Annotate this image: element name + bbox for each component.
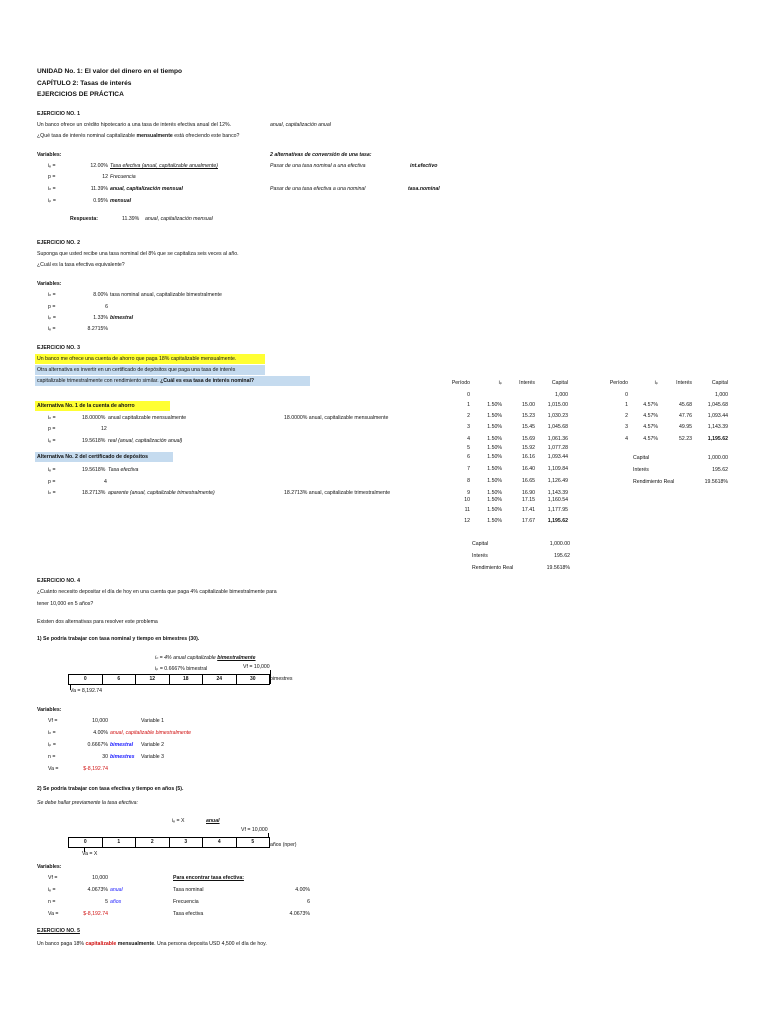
table-cell: 3: [625, 424, 628, 430]
ex3-alt2-note: Tasa efectiva: [108, 467, 139, 473]
ex3-alt1-note: anual capitalizable mensualmente: [108, 415, 187, 421]
table-cell: 1.50%: [487, 478, 502, 484]
ex2-row-value: 8.00%: [93, 292, 108, 298]
ex4-opt1-in: iₙ = 4% anual capitalizable bimestralmente: [155, 655, 256, 661]
table-cell: 1.50%: [487, 490, 502, 496]
ex1-row-value: 11.39%: [90, 186, 108, 192]
table-cell: 10: [464, 497, 470, 503]
summary-value: 19.5618%: [546, 565, 570, 571]
ex2-line1: Suponga que usted recibe una tasa nominal del 8% que se capitaliza seis veces al año.: [37, 251, 239, 257]
timeline-tick: 3: [170, 838, 204, 847]
ex4-var-label: n =: [48, 754, 56, 760]
timeline-tick: 24: [203, 675, 237, 684]
ex2-row-label: iₙ =: [48, 292, 56, 298]
ex4-var-value: 0.6667%: [87, 742, 108, 748]
timeline-tick: 5: [251, 839, 255, 845]
summary-value: 195.62: [554, 553, 570, 559]
table-cell: 1,045.68: [547, 424, 568, 430]
ex4-var2-value: 4.0673%: [87, 887, 108, 893]
ex4-opt1-va: Va = 8,192.74: [70, 688, 103, 694]
ex1-line1: Un banco ofrece un crédito hipotecario a una tasa de interés efectiva anual del 12%.: [37, 122, 232, 128]
timeline-tick: 2: [136, 838, 170, 847]
table-cell: 1,045.68: [707, 402, 728, 408]
table-cell: 4: [467, 436, 470, 442]
table-cell: 49.95: [679, 424, 692, 430]
timeline-tick: 4: [203, 838, 237, 847]
ex3-alt2-value: 18.2713%: [82, 490, 106, 496]
ex4-var-note: Variable 2: [141, 742, 164, 748]
ex3-alt2-label: iₑ =: [48, 467, 56, 473]
table-cell: 3: [467, 424, 470, 430]
table-cell: 9: [467, 490, 470, 496]
ex4-var-label: Vf =: [48, 718, 58, 724]
table-cell: 1.50%: [487, 445, 502, 451]
ex4-var-note: Variable 3: [141, 754, 164, 760]
ex4-vars1-label: Variables:: [37, 707, 62, 713]
ex2-row-label: iₑ =: [48, 326, 56, 332]
ex2-vars-label: Variables:: [37, 281, 62, 287]
table-cell: 15.00: [522, 402, 535, 408]
timeline-tick: 30: [249, 676, 256, 682]
ex1-row-value: 0.95%: [93, 198, 108, 204]
ex4-eff-value: 4.0673%: [289, 911, 310, 917]
table-cell: 4.57%: [643, 402, 658, 408]
ex3-alt2-label: p =: [48, 479, 56, 485]
table-cell: 1,109.84: [547, 466, 568, 472]
timeline-tick: 0: [69, 675, 103, 684]
ex4-opt2-sub: Se debe hallar previamente la tasa efectiva:: [37, 800, 138, 806]
ex2-row-note: tasa nominal anual, capitalizable bimestralmente: [110, 292, 222, 298]
ex2-row-value: 1.33%: [93, 315, 108, 321]
ex1-title: EJERCICIO NO. 1: [37, 111, 80, 117]
table-cell: 1.50%: [487, 424, 502, 430]
ex1-row-note: anual, capitalización mensual: [110, 186, 183, 192]
table-cell: 11: [464, 507, 470, 513]
ex4-vars2-label: Variables:: [37, 864, 62, 870]
ex1-conv-fn: tasa.nominal: [408, 186, 440, 192]
ex1-row-label: iₚ =: [48, 198, 56, 204]
ex4-var-note: Variable 1: [141, 718, 164, 724]
ex5-line: Un banco paga 18% capitalizable mensualmente. Una persona deposita USD 4,500 el día de hoy.: [37, 941, 267, 947]
table-header: iₚ: [498, 380, 502, 386]
table-cell: 15.23: [522, 413, 535, 419]
ex4-var2-value: 5: [105, 899, 108, 905]
table-cell: 1,000: [715, 392, 728, 398]
ex4-title: EJERCICIO NO. 4: [37, 578, 80, 584]
table-cell: 16.90: [522, 490, 535, 496]
table-cell: 1.50%: [487, 402, 502, 408]
ex1-row-value: 12.00%: [90, 163, 108, 169]
section-title: EJERCICIOS DE PRÁCTICA: [37, 91, 124, 98]
table-cell: 16.65: [522, 478, 535, 484]
summary-value: 195.62: [712, 467, 728, 473]
table-cell: 1.50%: [487, 413, 502, 419]
ex3-alt1-label: iₙ =: [48, 415, 56, 421]
ex3-title: EJERCICIO NO. 3: [37, 345, 80, 351]
ex4-timeline1-unit: bimestres: [270, 676, 293, 682]
ex1-row-value: 12: [102, 174, 108, 180]
ex4-var2-unit: años: [110, 899, 122, 905]
summary-label: Interés: [633, 467, 649, 473]
ex4-opt1-ip: iₚ = 0.6667% bimestral: [155, 666, 208, 672]
table-cell: 1.50%: [487, 436, 502, 442]
ex4-eff-title: Para encontrar tasa efectiva:: [173, 875, 244, 881]
summary-label: Rendimiento Real: [472, 565, 514, 571]
summary-value: 1,000.00: [707, 455, 728, 461]
table-cell: 1.50%: [487, 497, 502, 503]
ex1-row-note: Frecuencia: [110, 174, 136, 180]
ex1-line2: ¿Qué tasa de interés nominal capitalizable mensualmente está ofreciendo este banco?: [37, 133, 240, 139]
table-cell: 1.50%: [487, 507, 502, 513]
table-cell: 12: [464, 518, 470, 524]
ex1-row-note: Tasa efectiva (anual, capitalizable anualmente): [110, 163, 218, 169]
ex4-opt1-vf: Vf = 10,000: [243, 664, 270, 670]
ex2-row-value: 6: [105, 304, 108, 310]
table-cell: 2: [467, 413, 470, 419]
table-cell: 17.67: [522, 518, 535, 524]
ex4-line1: ¿Cuánto necesito depositar el día de hoy en una cuenta que paga 4% capitalizable bimestralmente para: [37, 589, 277, 595]
ex4-timeline2-unit: años (nper): [270, 842, 297, 848]
table-header: Capital: [551, 380, 568, 386]
ex4-var-value: 4.00%: [93, 730, 108, 736]
summary-label: Rendimiento Real: [633, 479, 675, 485]
table-cell: 4.57%: [643, 413, 658, 419]
timeline-tick: 1: [103, 838, 137, 847]
ex1-answer-label: Respuesta:: [70, 216, 98, 222]
ex1-answer-value: 11.39%: [122, 216, 140, 222]
ex4-line3: Existen dos alternativas para resolver este problema: [37, 619, 158, 625]
ex1-conv-title: 2 alternativas de conversión de una tasa:: [270, 152, 372, 158]
table-cell: 47.76: [679, 413, 692, 419]
table-cell: 1,160.54: [547, 497, 568, 503]
ex3-alt1-title: Alternativa No. 1 de la cuenta de ahorro: [37, 403, 135, 409]
ex3-alt1-value: 18.0000%: [82, 415, 106, 421]
ex4-var-label: Va =: [48, 766, 59, 772]
ex4-var2-unit: anual: [110, 887, 123, 893]
table-cell: 45.68: [679, 402, 692, 408]
table-cell: 1.50%: [487, 466, 502, 472]
ex4-var2-label: n =: [48, 899, 56, 905]
table-cell: 1,061.36: [547, 436, 568, 442]
summary-label: Interés: [472, 553, 488, 559]
table-cell: 5: [467, 445, 470, 451]
table-header: Período: [451, 380, 470, 386]
table-cell: 6: [467, 454, 470, 460]
ex4-timeline-years: [68, 837, 270, 848]
summary-value: 19.5618%: [704, 479, 728, 485]
table-cell: 0: [467, 392, 470, 398]
summary-label: Capital: [472, 541, 489, 547]
ex1-line1-note: anual, capitalización anual: [270, 122, 331, 128]
ex2-title: EJERCICIO NO. 2: [37, 240, 80, 246]
ex4-eff-label: Frecuencia: [173, 899, 199, 905]
ex1-conv-text: Pasar de una tasa nominal a una efectiva: [270, 163, 366, 169]
table-cell: 16.40: [522, 466, 535, 472]
table-cell: 4: [625, 436, 628, 442]
ex4-var-value: 30: [102, 754, 108, 760]
ex4-var-unit: anual, capitalizable bimestralmente: [110, 730, 192, 736]
ex1-vars-label: Variables:: [37, 152, 62, 158]
timeline-tick: 18: [170, 675, 204, 684]
ex4-var2-value: $-8,192.74: [83, 911, 108, 917]
ex4-var-label: iₚ =: [48, 742, 56, 748]
ex3-alt2-value: 19.5618%: [82, 467, 106, 473]
table-cell: 1,077.28: [547, 445, 568, 451]
table-cell: 1,015.00: [547, 402, 568, 408]
ex1-answer-note: anual, capitalización mensual: [145, 216, 213, 222]
ex4-var-unit: bimestral: [110, 742, 134, 748]
unit-title: UNIDAD No. 1: El valor del dinero en el tiempo: [37, 68, 183, 75]
table-cell: 1: [467, 402, 470, 408]
table-header: Período: [609, 380, 628, 386]
timeline-tick: 12: [136, 675, 170, 684]
ex2-row-note: bimestral: [110, 315, 134, 321]
ex4-var2-value: 10,000: [92, 875, 108, 881]
ex3-alt1-note: real (anual, capitalización anual): [108, 438, 183, 444]
ex2-line2: ¿Cuál es la tasa efectiva equivalente?: [37, 262, 125, 268]
ex5-title: EJERCICIO NO. 5: [37, 928, 80, 934]
ex4-opt2-ie-unit: anual: [206, 818, 220, 824]
table-cell: 1,195.62: [707, 436, 728, 442]
ex4-line2: tener 10,000 en 5 años?: [37, 601, 94, 607]
ex3-alt1-value: 19.5618%: [82, 438, 106, 444]
table-cell: 1: [625, 402, 628, 408]
table-cell: 8: [467, 478, 470, 484]
ex3-alt1-label: iₑ =: [48, 438, 56, 444]
table-cell: 15.69: [522, 436, 535, 442]
table-cell: 1,143.39: [707, 424, 728, 430]
ex4-var2-label: iₑ =: [48, 887, 56, 893]
ex3-alt2-label: iₙ =: [48, 490, 56, 496]
table-cell: 15.45: [522, 424, 535, 430]
timeline-tick: 6: [103, 675, 137, 684]
ex4-opt1-title: 1) Se podría trabajar con tasa nominal y tiempo en bimestres (30).: [37, 636, 200, 642]
ex3-alt2-note: aparente (anual, capitalizable trimestralmente): [108, 490, 215, 496]
ex4-timeline-bimestres: [68, 674, 270, 685]
ex2-row-value: 8.2715%: [87, 326, 108, 332]
summary-value: 1,000.00: [549, 541, 570, 547]
ex3-line3: capitalizable trimestralmente con rendimiento similar. ¿Cuál es esa tasa de interés nominal?: [37, 378, 255, 384]
summary-label: Capital: [633, 455, 650, 461]
table-cell: 1,000: [555, 392, 568, 398]
ex1-row-note: mensual: [110, 198, 132, 204]
ex4-var-value: $-8,192.74: [83, 766, 108, 772]
ex2-row-label: p =: [48, 304, 56, 310]
table-cell: 17.41: [522, 507, 535, 513]
table-cell: 4.57%: [643, 424, 658, 430]
timeline-tick: 0: [69, 838, 103, 847]
ex4-eff-label: Tasa nominal: [173, 887, 204, 893]
ex4-eff-value: 6: [307, 899, 310, 905]
ex4-var-value: 10,000: [92, 718, 108, 724]
table-cell: 1,195.62: [547, 518, 568, 524]
table-cell: 1,093.44: [707, 413, 728, 419]
ex4-var-unit: bimestres: [110, 754, 135, 760]
table-cell: 1.50%: [487, 454, 502, 460]
ex3-alt1-dup: 18.0000% anual, capitalizable mensualmente: [284, 415, 389, 421]
ex3-line1: Un banco me ofrece una cuenta de ahorro que paga 18% capitalizable mensualmente.: [37, 356, 237, 362]
ex3-alt1-label: p =: [48, 426, 56, 432]
table-cell: 17.15: [522, 497, 535, 503]
table-header: iₚ: [654, 380, 658, 386]
table-cell: 15.92: [522, 445, 535, 451]
table-cell: 2: [625, 413, 628, 419]
chapter-title: CAPÍTULO 2: Tasas de interés: [37, 80, 132, 87]
table-cell: 1,126.49: [547, 478, 568, 484]
ex4-opt2-title: 2) Se podría trabajar con tasa efectiva y tiempo en años (5).: [37, 786, 184, 792]
table-cell: 1,177.95: [547, 507, 568, 513]
table-cell: 0: [625, 392, 628, 398]
table-cell: 1,093.44: [547, 454, 568, 460]
table-header: Capital: [711, 380, 728, 386]
ex2-row-label: iₚ =: [48, 315, 56, 321]
ex4-opt2-va: Va = X: [82, 851, 98, 857]
ex4-var-label: iₙ =: [48, 730, 56, 736]
table-cell: 52.23: [679, 436, 692, 442]
table-cell: 1,030.23: [547, 413, 568, 419]
ex1-row-label: p =: [48, 174, 56, 180]
ex1-conv-text: Pasar de una tasa efectiva a una nominal: [270, 186, 366, 192]
ex4-eff-label: Tasa efectiva: [173, 911, 204, 917]
table-cell: 1.50%: [487, 518, 502, 524]
table-cell: 1,143.39: [547, 490, 568, 496]
table-header: Interés: [676, 380, 692, 386]
table-cell: 7: [467, 466, 470, 472]
ex4-var2-label: Va =: [48, 911, 59, 917]
ex3-alt2-value: 4: [104, 479, 107, 485]
ex4-var2-label: Vf =: [48, 875, 58, 881]
ex1-row-label: iₙ =: [48, 186, 56, 192]
table-header: Interés: [519, 380, 535, 386]
ex3-alt2-title: Alternativa No. 2 del certificado de depósitos: [37, 454, 148, 460]
ex1-row-label: iₑ =: [48, 163, 56, 169]
ex3-line2: Otra alternativa es invertir en un certificado de depósitos que paga una tasa de interés: [37, 367, 236, 373]
table-cell: 16.16: [522, 454, 535, 460]
ex4-eff-value: 4.00%: [295, 887, 310, 893]
ex3-alt1-value: 12: [101, 426, 107, 432]
ex3-alt2-dup: 18.2713% anual, capitalizable trimestralmente: [284, 490, 391, 496]
ex4-opt2-ie: iₑ = X: [172, 818, 185, 824]
ex4-opt2-vf: Vf = 10,000: [241, 827, 268, 833]
ex1-conv-fn: int.efectivo: [410, 163, 438, 169]
table-cell: 4.57%: [643, 436, 658, 442]
